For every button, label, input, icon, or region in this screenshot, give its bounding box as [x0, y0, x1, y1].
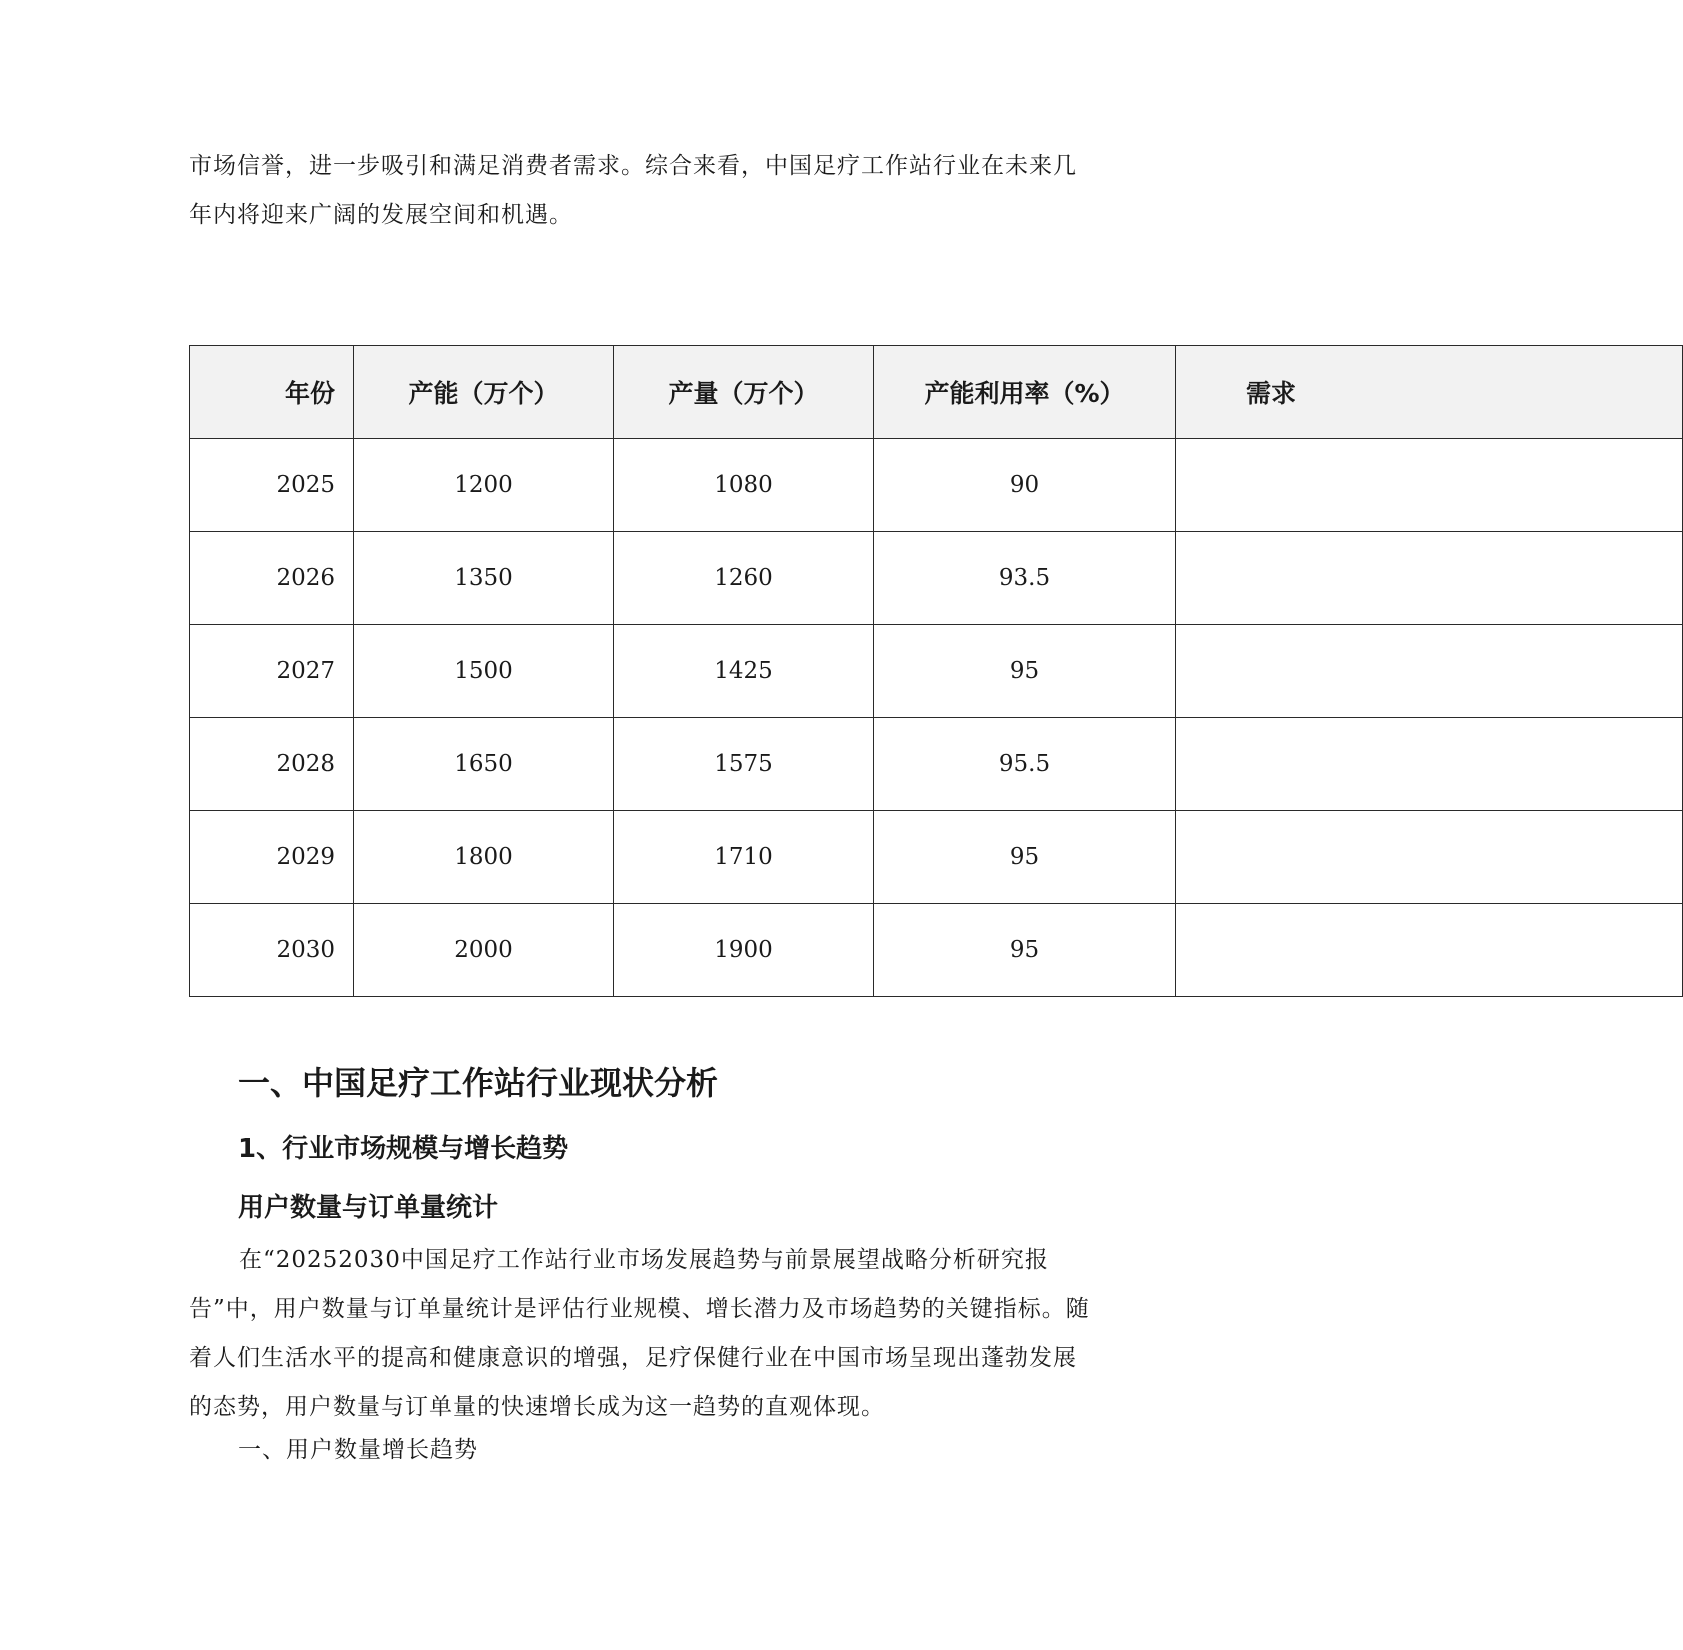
- header-output: 产量（万个）: [614, 346, 874, 439]
- header-capacity: 产能（万个）: [354, 346, 614, 439]
- cell-utilization: 95: [874, 811, 1176, 904]
- cell-year: 2028: [190, 718, 354, 811]
- cell-demand: [1176, 439, 1683, 532]
- cell-utilization: 95.5: [874, 718, 1176, 811]
- cell-output: 1900: [614, 904, 874, 997]
- table-row: [190, 718, 1683, 811]
- table-row: [190, 532, 1683, 625]
- cell-utilization: 93.5: [874, 532, 1176, 625]
- cell-capacity: 1650: [354, 718, 614, 811]
- cell-year: 2030: [190, 904, 354, 997]
- table-header-row: [190, 346, 1683, 439]
- cell-demand: [1176, 718, 1683, 811]
- cell-output: 1260: [614, 532, 874, 625]
- cell-output: 1080: [614, 439, 874, 532]
- capacity-table: [189, 345, 1683, 997]
- intro-paragraph: 市场信誉，进一步吸引和满足消费者需求。综合来看，中国足疗工作站行业在未来几年内将迎来广阔的发展空间和机遇。: [189, 153, 1077, 228]
- cell-demand: [1176, 532, 1683, 625]
- cell-demand: [1176, 904, 1683, 997]
- cell-capacity: 1800: [354, 811, 614, 904]
- cell-year: 2029: [190, 811, 354, 904]
- cell-capacity: 1200: [354, 439, 614, 532]
- section-heading: 一、中国足疗工作站行业现状分析: [238, 1064, 719, 1102]
- cell-output: 1575: [614, 718, 874, 811]
- cell-capacity: 1500: [354, 625, 614, 718]
- cell-capacity: 1350: [354, 532, 614, 625]
- list-subheading: 一、用户数量增长趋势: [238, 1437, 478, 1463]
- capacity-table-container: [189, 345, 1297, 1015]
- header-utilization: 产能利用率（%）: [874, 346, 1176, 439]
- cell-output: 1425: [614, 625, 874, 718]
- cell-output: 1710: [614, 811, 874, 904]
- cell-year: 2026: [190, 532, 354, 625]
- cell-utilization: 95: [874, 904, 1176, 997]
- cell-year: 2027: [190, 625, 354, 718]
- subsection-heading: 1、行业市场规模与增长趋势: [238, 1134, 569, 1164]
- cell-demand: [1176, 811, 1683, 904]
- header-demand: 需求: [1176, 346, 1683, 439]
- cell-utilization: 95: [874, 625, 1176, 718]
- cell-year: 2025: [190, 439, 354, 532]
- topic-heading: 用户数量与订单量统计: [238, 1193, 499, 1223]
- cell-capacity: 2000: [354, 904, 614, 997]
- table-row: [190, 811, 1683, 904]
- table-row: [190, 439, 1683, 532]
- cell-utilization: 90: [874, 439, 1176, 532]
- table-row: [190, 625, 1683, 718]
- cell-demand: [1176, 625, 1683, 718]
- body-paragraph: 在“20252030中国足疗工作站行业市场发展趋势与前景展望战略分析研究报告”中，用户数量与订单量统计是评估行业规模、增长潜力及市场趋势的关键指标。随着人们生活水平的提高和健康意识的增强，足疗保健行业在中国市场呈现出蓬勃发展的态势，用户数量与订单量的快速增长成为这一趋势的直观体现。: [189, 1247, 1090, 1420]
- header-year: 年份: [190, 346, 354, 439]
- table-row: [190, 904, 1683, 997]
